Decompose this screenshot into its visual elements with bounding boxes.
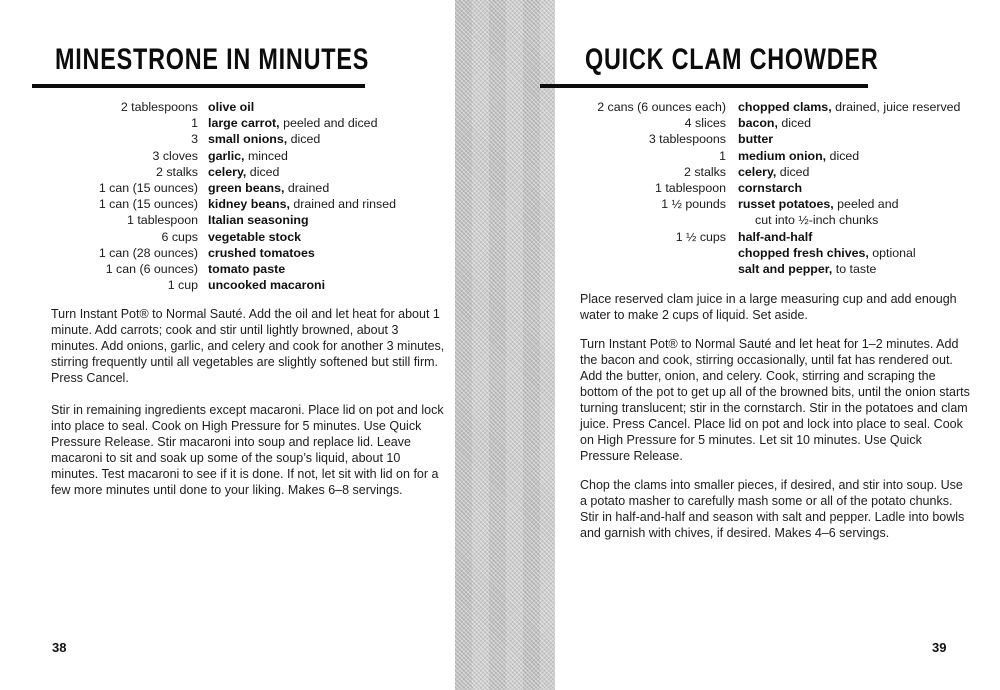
ingredient-row [35,261,435,277]
title-underline [540,84,868,88]
ingredient-name: cornstarch [738,181,803,196]
ingredient-description [726,180,970,196]
ingredient-quantity: 1 [719,148,726,163]
ingredient-quantity: 1 ½ pounds [661,197,726,212]
ingredient-description [726,229,970,245]
ingredient-quantity: 3 [191,132,198,147]
ingredient-note: optional [868,245,916,260]
instructions-paragraph: Stir in remaining ingredients except macaroni. Place lid on pot and lock into place to seal. Cook on High Pressure for 5 minutes. Use Quick Pressure Release. Stir macaroni into soup and replace lid. Leave macaroni to sit and soak up some of the soup’s liquid, about 10 minutes. Test macaroni to see if it is done. If not, let sit with lid on for a few more minutes until done to your liking. Makes 6–8 servings. [51,403,444,497]
ingredient-name: vegetable stock [208,229,301,244]
ingredient-description [198,180,435,196]
instructions-paragraph: Turn Instant Pot® to Normal Sauté and let heat for 1–2 minutes. Add the bacon and cook, stirring occasionally, until fat has rendered out. Add the butter, onion, and celery. Cook, stirring and scraping the bottom of the pot to get up all of the browned bits, until the onion starts turning translucent; stir in the cornstarch. Stir in the potatoes and clam juice. Press Cancel. Place lid on pot and lock into place to seal. Cook on High Pressure for 5 minutes. Let sit 10 minutes. Use Quick Pressure Release. [580,337,970,463]
ingredient-name: bacon, [738,116,778,131]
ingredient-name: tomato paste [208,262,286,277]
ingredient-description [198,115,435,131]
ingredient-row [35,99,435,115]
ingredient-description [198,261,435,277]
title-underline [32,84,365,88]
ingredient-quantity: 1 can (6 ounces) [105,262,198,277]
instructions-paragraph: Turn Instant Pot® to Normal Sauté. Add the oil and let heat for about 1 minute. Add carrots; cook and stir until lightly browned, about 3 minutes. Add onions, garlic, and celery and cook for another 3 minutes, stirring frequently until all vegetables are slightly softened but still firm. Press Cancel. [51,307,445,385]
ingredient-name: large carrot, [208,116,280,131]
ingredient-description [726,245,970,261]
ingredient-description [198,164,435,180]
ingredient-note: minced [244,148,288,163]
ingredient-row [35,164,435,180]
instructions-paragraph: Chop the clams into smaller pieces, if desired, and stir into soup. Use a potato masher to carefully mash some or all of the potato chunks. Stir in half-and-half and season with salt and pepper. Ladle into bowls and garnish with chives, if desired. Makes 4–6 servings. [580,478,965,540]
ingredient-note: peeled and [833,197,899,212]
instructions-paragraph: Place reserved clam juice in a large measuring cup and add enough water to make 2 cups of liquid. Set aside. [580,292,957,322]
right-page [540,0,1000,690]
ingredient-note: diced [287,132,321,147]
ingredient-note: diced [777,116,812,131]
ingredient-row [560,99,970,115]
ingredient-description [726,99,970,115]
ingredient-quantity: 1 can (15 ounces) [98,181,198,196]
ingredient-description [198,131,435,147]
ingredient-quantity: 1 cup [167,278,198,293]
ingredient-row [35,277,435,293]
ingredient-note: drained [284,181,330,196]
ingredient-row [35,148,435,164]
ingredient-name: small onions, [208,132,288,147]
ingredient-quantity: 1 can (15 ounces) [98,197,198,212]
ingredient-continuation: cut into ½-inch chunks [755,213,879,228]
ingredient-description [726,196,970,228]
ingredient-description [198,229,435,245]
ingredient-name: chopped fresh chives, [738,245,869,260]
ingredient-row [35,115,435,131]
ingredient-note: drained and rinsed [289,197,397,212]
ingredient-name: garlic, [208,148,245,163]
ingredient-row [35,229,435,245]
ingredient-note: diced [246,164,280,179]
ingredient-name: butter [738,132,774,147]
ingredient-name: salt and pepper, [738,262,833,277]
left-page [0,0,455,690]
ingredient-name: chopped clams, [738,100,832,114]
ingredient-row [560,261,970,277]
ingredient-description [198,99,435,115]
ingredient-name: medium onion, [738,148,827,163]
ingredient-quantity: 1 tablespoon [655,181,726,196]
recipe-title-minestrone: MINESTRONE IN MINUTES [55,43,370,76]
ingredient-row [35,245,435,261]
ingredient-quantity: 2 tablespoons [120,100,198,114]
ingredients-list [560,99,970,277]
ingredient-quantity: 1 ½ cups [675,229,726,244]
ingredient-description [198,277,435,293]
page-number: 39 [932,640,947,655]
ingredient-quantity: 1 [191,116,198,131]
ingredient-description [198,245,435,261]
ingredient-quantity: 4 slices [684,116,726,131]
ingredient-row [560,164,970,180]
ingredient-quantity: 3 tablespoons [648,132,726,147]
ingredient-note: diced [826,148,860,163]
ingredient-row [35,131,435,147]
ingredient-row [560,148,970,164]
ingredient-description [198,148,435,164]
ingredient-name: Italian seasoning [208,213,309,228]
ingredient-name: celery, [738,164,777,179]
ingredient-quantity: 1 tablespoon [127,213,198,228]
ingredient-row [560,196,970,228]
ingredient-quantity: 2 stalks [683,164,726,179]
ingredient-description [726,164,970,180]
ingredient-quantity: 2 stalks [155,164,198,179]
ingredient-name: half-and-half [738,229,813,244]
ingredient-description [198,196,435,212]
ingredient-note: to taste [832,262,877,277]
ingredient-name: russet potatoes, [738,197,834,212]
ingredient-name: green beans, [208,181,285,196]
ingredient-description [726,131,970,147]
ingredient-name: olive oil [208,100,255,114]
ingredient-note: drained, juice reserved [831,100,961,114]
ingredient-name: kidney beans, [208,197,290,212]
ingredient-row [35,180,435,196]
ingredient-name: celery, [208,164,247,179]
ingredient-note: peeled and diced [279,116,378,131]
ingredient-description [726,115,970,131]
ingredient-row [560,131,970,147]
ingredient-quantity: 1 can (28 ounces) [98,245,198,260]
ingredient-quantity: 6 cups [161,229,198,244]
ingredient-name: uncooked macaroni [208,278,326,293]
ingredient-description [726,148,970,164]
page-number: 38 [52,640,67,655]
ingredient-row [35,196,435,212]
ingredient-description [726,261,970,277]
ingredient-description [198,212,435,228]
ingredient-quantity: 2 cans (6 ounces each) [597,100,726,114]
ingredients-list [35,99,435,293]
ingredient-name: crushed tomatoes [208,245,315,260]
ingredient-row [560,245,970,261]
ingredient-row [35,212,435,228]
ingredient-row [560,180,970,196]
ingredient-row [560,229,970,245]
ingredient-row [560,115,970,131]
ingredient-note: diced [776,164,810,179]
recipe-title-clam-chowder: QUICK CLAM CHOWDER [585,43,879,76]
ingredient-quantity: 3 cloves [152,148,198,163]
